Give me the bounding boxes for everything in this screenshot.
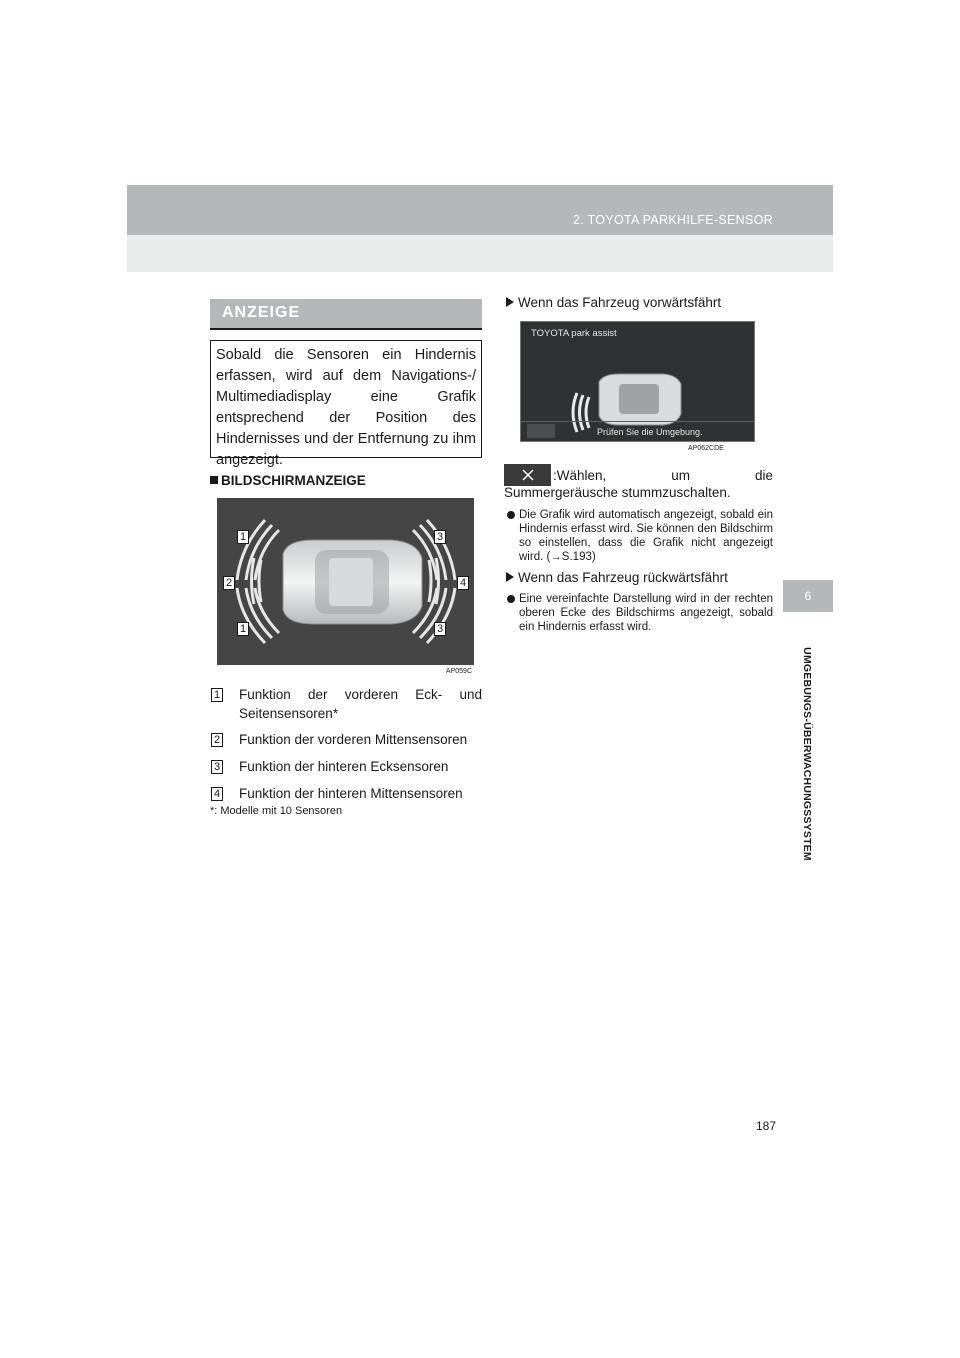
section-heading: ANZEIGE <box>210 299 482 328</box>
legend-num-2: 2 <box>211 733 223 747</box>
screen-title: TOYOTA park assist <box>531 328 617 339</box>
chapter-side-label: UMGEBUNGS-ÜBERWACHUNGSSYSTEM <box>801 647 813 861</box>
dot-bullet-icon <box>507 511 515 519</box>
screen-footer <box>521 421 754 441</box>
subheader-band <box>127 235 833 272</box>
chapter-number: 6 <box>804 589 812 603</box>
callout-1-front-right: 1 <box>237 622 249 636</box>
page-number: 187 <box>756 1119 777 1133</box>
park-assist-screen <box>520 321 755 442</box>
callout-1-front-left: 1 <box>237 530 249 544</box>
mute-button-icon[interactable] <box>527 424 555 438</box>
sensor-display-figure <box>217 498 474 675</box>
chapter-title: 2. TOYOTA PARKHILFE-SENSOR <box>573 213 773 227</box>
figure-code: AP059C <box>445 668 472 675</box>
forward-note: Die Grafik wird automatisch angezeigt, sobald ein Hindernis erfasst wird. Sie können den Bildschirm so einstellen, dass die Grafik nicht angezeigt wird. (→S.193) <box>507 508 773 564</box>
section-divider <box>210 328 482 330</box>
triangle-bullet-icon <box>506 572 514 582</box>
reverse-heading: Wenn das Fahrzeug rückwärtsfährt <box>506 570 728 585</box>
callout-3-rear-right: 3 <box>434 622 446 636</box>
square-bullet-icon <box>210 476 218 484</box>
legend-text-4: Funktion der hinteren Mittensensoren <box>239 786 463 801</box>
callout-4-rear-center: 4 <box>457 576 469 590</box>
figure-code-2: AP062CDE <box>688 445 724 452</box>
callout-2-front-center: 2 <box>223 576 235 590</box>
subsection-heading: BILDSCHIRMANZEIGE <box>210 473 366 488</box>
mute-description-line2: Summergeräusche stummzuschalten. <box>504 485 731 500</box>
mute-cross-icon <box>521 468 535 482</box>
legend-text-1: Funktion der vorderen Eck- und Seitensensoren* <box>239 687 482 721</box>
header-band <box>127 185 833 235</box>
legend-num-1: 1 <box>211 688 223 702</box>
legend-text-2: Funktion der vorderen Mittensensoren <box>239 732 468 747</box>
screen-message: Prüfen Sie die Umgebung. <box>597 427 703 437</box>
reverse-note: Eine vereinfachte Darstellung wird in der rechten oberen Ecke des Bildschirms angezeigt, sobald ein Hindernis erfasst wird. <box>507 592 773 634</box>
mute-description-line1: :Wählen, um die <box>553 468 773 483</box>
legend-text-3: Funktion der hinteren Ecksensoren <box>239 759 449 774</box>
legend-num-3: 3 <box>211 760 223 774</box>
triangle-bullet-icon <box>506 297 514 307</box>
callout-3-rear-left: 3 <box>434 530 446 544</box>
dot-bullet-icon <box>507 595 515 603</box>
legend-num-4: 4 <box>211 787 223 801</box>
mute-icon <box>504 464 551 486</box>
forward-heading: Wenn das Fahrzeug vorwärtsfährt <box>506 295 721 310</box>
footnote: *: Modelle mit 10 Sensoren <box>210 805 343 817</box>
intro-box: Sobald die Sensoren ein Hindernis erfassen, wird auf dem Navigations-/ Multimediadisplay eine Grafik entsprechend der Position des Hindernisses und der Entfernung zu ihm angezeigt. <box>210 340 482 458</box>
car-sensor-diagram <box>217 498 474 665</box>
